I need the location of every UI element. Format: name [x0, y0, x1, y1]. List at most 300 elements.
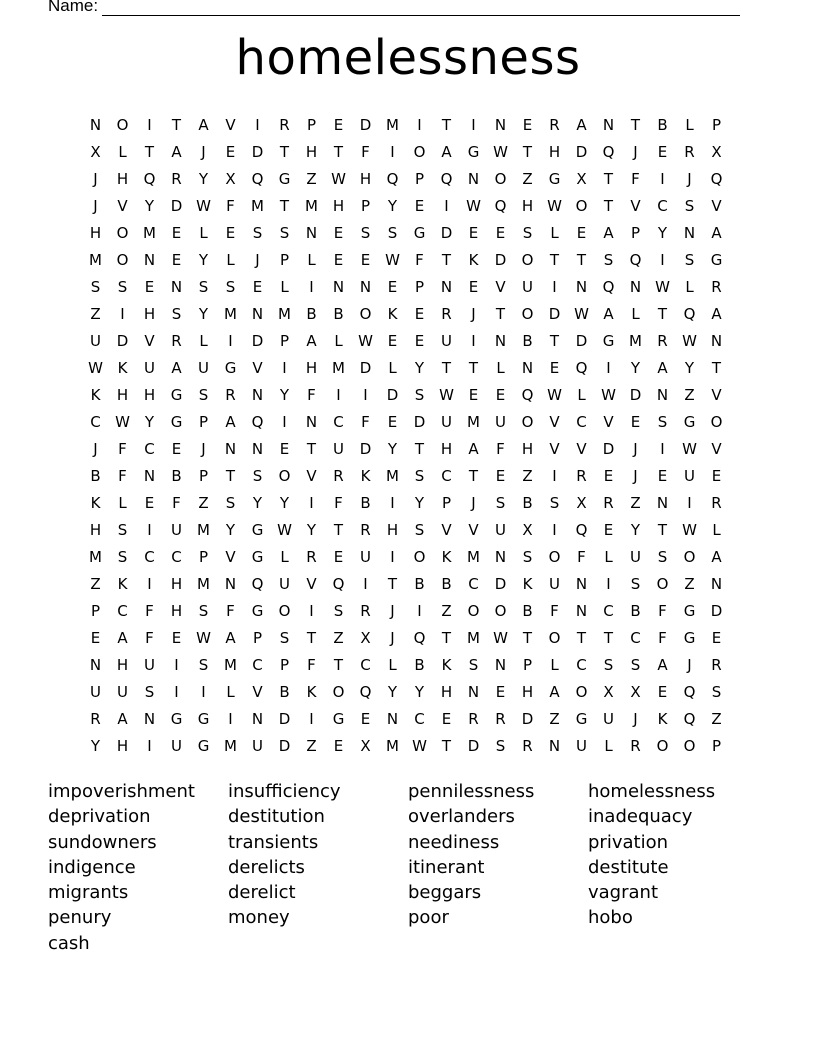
- grid-letter: E: [90, 628, 101, 647]
- grid-letter: F: [307, 385, 316, 404]
- grid-letter: A: [657, 358, 668, 377]
- grid-letter: O: [278, 466, 291, 485]
- grid-letter: T: [279, 196, 290, 215]
- grid-letter: J: [471, 304, 476, 323]
- grid-letter: L: [388, 655, 397, 674]
- grid-letter: A: [225, 628, 236, 647]
- grid-letter: S: [198, 655, 209, 674]
- grid-letter: T: [279, 142, 290, 161]
- grid-letter: U: [117, 682, 128, 701]
- page-title: homelessness: [235, 30, 581, 86]
- name-field: [48, 0, 740, 16]
- grid-letter: C: [414, 709, 425, 728]
- grid-letter: H: [521, 196, 534, 215]
- grid-letter: E: [225, 142, 236, 161]
- grid-letter: D: [116, 331, 129, 350]
- grid-letter: N: [359, 277, 372, 296]
- grid-letter: P: [198, 547, 209, 566]
- grid-letter: T: [306, 628, 317, 647]
- grid-letter: D: [359, 439, 372, 458]
- grid-letter: Y: [414, 682, 425, 701]
- grid-letter: D: [575, 331, 588, 350]
- grid-letter: L: [550, 223, 559, 242]
- grid-letter: J: [633, 709, 638, 728]
- grid-letter: A: [441, 142, 452, 161]
- grid-letter: Q: [332, 574, 345, 593]
- grid-letter: K: [90, 385, 101, 404]
- grid-letter: I: [309, 277, 314, 296]
- grid-letter: S: [468, 655, 479, 674]
- grid-letter: C: [144, 439, 155, 458]
- grid-letter: D: [521, 709, 534, 728]
- grid-letter: E: [171, 439, 182, 458]
- grid-letter: O: [494, 169, 507, 188]
- grid-letter: D: [440, 223, 453, 242]
- grid-letter: G: [332, 709, 345, 728]
- grid-letter: A: [306, 331, 317, 350]
- grid-letter: O: [710, 412, 723, 431]
- grid-letter: L: [118, 493, 127, 512]
- grid-letter: M: [332, 358, 345, 377]
- grid-letter: D: [710, 601, 723, 620]
- grid-letter: E: [468, 223, 479, 242]
- grid-letter: C: [171, 547, 182, 566]
- grid-letter: G: [251, 601, 264, 620]
- grid-letter: T: [549, 331, 560, 350]
- grid-letter: N: [575, 277, 588, 296]
- grid-letter: M: [467, 547, 480, 566]
- grid-letter: N: [440, 277, 453, 296]
- grid-letter: U: [495, 520, 506, 539]
- grid-letter: G: [467, 142, 480, 161]
- word-list-item: insufficiency: [228, 781, 341, 802]
- grid-letter: H: [332, 196, 345, 215]
- grid-letter: D: [386, 385, 399, 404]
- grid-letter: D: [494, 574, 507, 593]
- grid-letter: D: [629, 385, 642, 404]
- grid-letter: Q: [683, 709, 696, 728]
- grid-letter: V: [225, 547, 236, 566]
- grid-letter: N: [89, 655, 102, 674]
- grid-letter: S: [549, 493, 560, 512]
- grid-letter: F: [577, 547, 586, 566]
- grid-letter: Y: [144, 196, 155, 215]
- grid-letter: N: [710, 574, 723, 593]
- grid-letter: A: [657, 655, 668, 674]
- grid-letter: M: [251, 196, 264, 215]
- grid-letter: H: [305, 142, 318, 161]
- grid-letter: I: [282, 412, 287, 431]
- grid-letter: T: [549, 250, 560, 269]
- grid-letter: K: [522, 574, 533, 593]
- grid-letter: T: [144, 142, 155, 161]
- grid-letter: U: [441, 331, 452, 350]
- grid-letter: R: [549, 115, 560, 134]
- grid-letter: K: [90, 493, 101, 512]
- grid-letter: U: [333, 439, 344, 458]
- grid-letter: P: [279, 250, 290, 269]
- grid-letter: V: [711, 385, 722, 404]
- grid-letter: B: [360, 493, 371, 512]
- grid-letter: Y: [144, 412, 155, 431]
- grid-letter: L: [577, 385, 586, 404]
- grid-letter: L: [388, 358, 397, 377]
- grid-letter: G: [197, 736, 210, 755]
- grid-letter: T: [630, 115, 641, 134]
- grid-letter: P: [198, 466, 209, 485]
- grid-letter: G: [251, 520, 264, 539]
- grid-letter: B: [522, 601, 533, 620]
- grid-letter: T: [441, 736, 452, 755]
- grid-letter: H: [143, 304, 156, 323]
- grid-letter: T: [657, 520, 668, 539]
- word-list-item: destitution: [228, 806, 325, 828]
- grid-letter: M: [224, 304, 237, 323]
- grid-letter: N: [386, 709, 399, 728]
- grid-letter: I: [552, 466, 557, 485]
- grid-letter: B: [333, 304, 344, 323]
- grid-letter: L: [712, 520, 721, 539]
- grid-letter: F: [226, 196, 235, 215]
- grid-letter: Z: [306, 169, 317, 188]
- grid-letter: X: [522, 520, 533, 539]
- grid-letter: L: [604, 547, 613, 566]
- grid-letter: S: [630, 574, 641, 593]
- grid-letter: G: [197, 709, 210, 728]
- grid-letter: H: [170, 601, 183, 620]
- grid-letter: E: [468, 385, 479, 404]
- grid-letter: N: [305, 412, 318, 431]
- grid-letter: D: [251, 142, 264, 161]
- grid-letter: E: [387, 412, 398, 431]
- grid-letter: I: [660, 169, 665, 188]
- grid-letter: H: [116, 736, 129, 755]
- grid-letter: M: [197, 520, 210, 539]
- grid-letter: M: [305, 196, 318, 215]
- grid-letter: V: [603, 412, 614, 431]
- grid-letter: L: [604, 736, 613, 755]
- grid-letter: L: [496, 358, 505, 377]
- grid-letter: G: [251, 547, 264, 566]
- grid-letter: A: [171, 358, 182, 377]
- grid-letter: T: [306, 439, 317, 458]
- grid-letter: L: [199, 223, 208, 242]
- grid-letter: Q: [521, 385, 534, 404]
- grid-letter: Q: [683, 304, 696, 323]
- grid-letter: P: [279, 331, 290, 350]
- grid-letter: S: [90, 277, 101, 296]
- grid-letter: N: [467, 682, 480, 701]
- grid-letter: Y: [414, 358, 425, 377]
- grid-letter: S: [414, 385, 425, 404]
- grid-letter: B: [522, 331, 533, 350]
- grid-letter: A: [468, 439, 479, 458]
- grid-letter: P: [441, 493, 452, 512]
- grid-letter: O: [521, 304, 534, 323]
- grid-letter: E: [495, 466, 506, 485]
- grid-letter: R: [711, 493, 722, 512]
- grid-letter: N: [710, 331, 723, 350]
- grid-letter: H: [89, 223, 102, 242]
- grid-letter: D: [413, 412, 426, 431]
- grid-letter: J: [390, 628, 395, 647]
- grid-letter: T: [441, 115, 452, 134]
- grid-letter: N: [494, 547, 507, 566]
- grid-letter: J: [93, 196, 98, 215]
- grid-letter: C: [468, 574, 479, 593]
- grid-letter: S: [225, 493, 236, 512]
- grid-letter: O: [548, 547, 561, 566]
- grid-letter: E: [333, 547, 344, 566]
- grid-letter: S: [252, 223, 263, 242]
- grid-letter: C: [333, 412, 344, 431]
- grid-letter: H: [359, 169, 372, 188]
- grid-letter: N: [305, 223, 318, 242]
- grid-letter: U: [198, 358, 209, 377]
- grid-letter: X: [90, 142, 101, 161]
- grid-letter: Q: [413, 628, 426, 647]
- grid-letter: D: [602, 439, 615, 458]
- grid-letter: S: [711, 682, 722, 701]
- word-list-item: impoverishment: [48, 781, 195, 802]
- grid-letter: V: [117, 196, 128, 215]
- grid-letter: J: [471, 493, 476, 512]
- grid-letter: C: [603, 601, 614, 620]
- grid-letter: E: [468, 277, 479, 296]
- grid-letter: P: [414, 169, 425, 188]
- grid-letter: N: [575, 601, 588, 620]
- grid-letter: D: [278, 736, 291, 755]
- grid-letter: E: [252, 277, 263, 296]
- grid-letter: B: [414, 655, 425, 674]
- grid-letter: L: [685, 115, 694, 134]
- grid-letter: Q: [602, 142, 615, 161]
- grid-letter: T: [576, 250, 587, 269]
- grid-letter: G: [683, 628, 696, 647]
- grid-letter: S: [198, 385, 209, 404]
- grid-letter: Y: [252, 493, 263, 512]
- grid-letter: T: [495, 304, 506, 323]
- word-list-item: itinerant: [408, 856, 485, 878]
- grid-letter: I: [201, 682, 206, 701]
- grid-letter: Q: [710, 169, 723, 188]
- grid-letter: J: [255, 250, 260, 269]
- grid-letter: W: [682, 331, 697, 350]
- grid-letter: E: [387, 331, 398, 350]
- grid-letter: J: [201, 439, 206, 458]
- word-list-item: sundowners: [48, 831, 157, 853]
- grid-letter: T: [387, 574, 398, 593]
- grid-letter: H: [116, 655, 129, 674]
- grid-letter: H: [548, 142, 561, 161]
- grid-letter: B: [522, 493, 533, 512]
- grid-letter: R: [306, 547, 317, 566]
- word-list: [48, 779, 768, 956]
- grid-letter: C: [576, 655, 587, 674]
- word-list-item: transients: [228, 831, 319, 853]
- grid-letter: N: [683, 223, 696, 242]
- grid-letter: I: [606, 358, 611, 377]
- word-list-item: derelict: [228, 882, 296, 904]
- grid-letter: T: [441, 250, 452, 269]
- grid-letter: Z: [441, 601, 452, 620]
- grid-letter: Q: [440, 169, 453, 188]
- grid-letter: U: [171, 736, 182, 755]
- grid-letter: W: [601, 385, 616, 404]
- grid-letter: E: [333, 115, 344, 134]
- word-list-item: neediness: [408, 831, 500, 853]
- grid-letter: D: [278, 709, 291, 728]
- grid-letter: S: [684, 250, 695, 269]
- grid-letter: U: [684, 466, 695, 485]
- grid-letter: O: [521, 412, 534, 431]
- grid-letter: E: [495, 223, 506, 242]
- grid-letter: O: [278, 601, 291, 620]
- grid-letter: I: [687, 493, 692, 512]
- grid-letter: W: [466, 196, 481, 215]
- grid-letter: S: [657, 412, 668, 431]
- grid-letter: G: [710, 250, 723, 269]
- name-label: Name:: [48, 0, 99, 15]
- grid-letter: S: [252, 466, 263, 485]
- grid-letter: E: [360, 250, 371, 269]
- word-list-item: poor: [408, 907, 449, 929]
- word-list-item: destitute: [588, 856, 669, 878]
- grid-letter: X: [225, 169, 236, 188]
- grid-letter: O: [683, 547, 696, 566]
- grid-letter: M: [224, 736, 237, 755]
- grid-letter: O: [332, 682, 345, 701]
- grid-letter: I: [228, 709, 233, 728]
- grid-letter: D: [575, 142, 588, 161]
- grid-letter: M: [386, 115, 399, 134]
- grid-letter: P: [522, 655, 533, 674]
- grid-letter: M: [467, 412, 480, 431]
- grid-letter: R: [360, 520, 371, 539]
- grid-letter: L: [631, 304, 640, 323]
- grid-letter: T: [711, 358, 722, 377]
- grid-letter: I: [606, 574, 611, 593]
- grid-letter: V: [441, 520, 452, 539]
- grid-letter: E: [144, 277, 155, 296]
- grid-letter: G: [170, 412, 183, 431]
- grid-letter: V: [549, 439, 560, 458]
- grid-letter: M: [197, 574, 210, 593]
- grid-letter: Y: [387, 196, 398, 215]
- grid-letter: X: [360, 628, 371, 647]
- grid-letter: H: [116, 385, 129, 404]
- grid-letter: K: [441, 655, 452, 674]
- grid-letter: M: [89, 250, 102, 269]
- grid-letter: R: [171, 169, 182, 188]
- grid-letter: J: [687, 169, 692, 188]
- grid-letter: Y: [279, 493, 290, 512]
- grid-letter: P: [90, 601, 101, 620]
- grid-letter: T: [603, 196, 614, 215]
- grid-letter: Z: [306, 736, 317, 755]
- grid-letter: Y: [387, 439, 398, 458]
- grid-letter: I: [363, 385, 368, 404]
- grid-letter: I: [147, 520, 152, 539]
- grid-letter: K: [306, 682, 317, 701]
- grid-letter: N: [251, 439, 264, 458]
- grid-letter: P: [711, 736, 722, 755]
- grid-letter: B: [90, 466, 101, 485]
- word-list-item: cash: [48, 932, 90, 954]
- grid-letter: T: [441, 358, 452, 377]
- grid-letter: X: [576, 169, 587, 188]
- grid-letter: I: [336, 385, 341, 404]
- grid-letter: N: [602, 115, 615, 134]
- grid-letter: N: [494, 331, 507, 350]
- grid-letter: V: [630, 196, 641, 215]
- grid-letter: Q: [575, 520, 588, 539]
- grid-letter: S: [360, 223, 371, 242]
- grid-letter: F: [145, 628, 154, 647]
- grid-letter: L: [280, 547, 289, 566]
- grid-letter: A: [225, 412, 236, 431]
- grid-letter: W: [277, 520, 292, 539]
- grid-letter: U: [576, 736, 587, 755]
- grid-letter: Q: [359, 682, 372, 701]
- grid-letter: S: [603, 250, 614, 269]
- grid-letter: E: [171, 223, 182, 242]
- grid-letter: S: [117, 547, 128, 566]
- grid-letter: S: [225, 277, 236, 296]
- grid-letter: I: [147, 736, 152, 755]
- grid-letter: S: [333, 601, 344, 620]
- grid-letter: W: [88, 358, 103, 377]
- grid-letter: A: [576, 115, 587, 134]
- grid-letter: Q: [494, 196, 507, 215]
- grid-letter: Y: [387, 682, 398, 701]
- grid-letter: W: [493, 142, 508, 161]
- grid-letter: T: [333, 142, 344, 161]
- grid-letter: O: [575, 682, 588, 701]
- grid-letter: Y: [198, 304, 209, 323]
- grid-letter: Y: [279, 385, 290, 404]
- grid-letter: Y: [657, 223, 668, 242]
- grid-letter: E: [711, 628, 722, 647]
- grid-letter: I: [309, 493, 314, 512]
- grid-letter: N: [89, 115, 102, 134]
- grid-letter: A: [603, 304, 614, 323]
- grid-letter: R: [90, 709, 101, 728]
- grid-letter: O: [575, 196, 588, 215]
- grid-letter: S: [414, 520, 425, 539]
- grid-letter: O: [116, 250, 129, 269]
- grid-letter: K: [657, 709, 668, 728]
- grid-letter: F: [307, 655, 316, 674]
- grid-letter: B: [171, 466, 182, 485]
- grid-letter: V: [711, 196, 722, 215]
- grid-letter: O: [467, 601, 480, 620]
- grid-letter: C: [252, 655, 263, 674]
- grid-letter: N: [575, 574, 588, 593]
- grid-letter: S: [630, 655, 641, 674]
- grid-letter: P: [306, 115, 317, 134]
- grid-letter: C: [441, 466, 452, 485]
- grid-letter: E: [225, 223, 236, 242]
- grid-letter: T: [171, 115, 182, 134]
- grid-letter: J: [390, 601, 395, 620]
- word-list-item: hobo: [588, 907, 633, 929]
- grid-letter: E: [522, 115, 533, 134]
- grid-letter: O: [413, 142, 426, 161]
- grid-letter: T: [414, 439, 425, 458]
- grid-letter: X: [360, 736, 371, 755]
- grid-letter: E: [171, 250, 182, 269]
